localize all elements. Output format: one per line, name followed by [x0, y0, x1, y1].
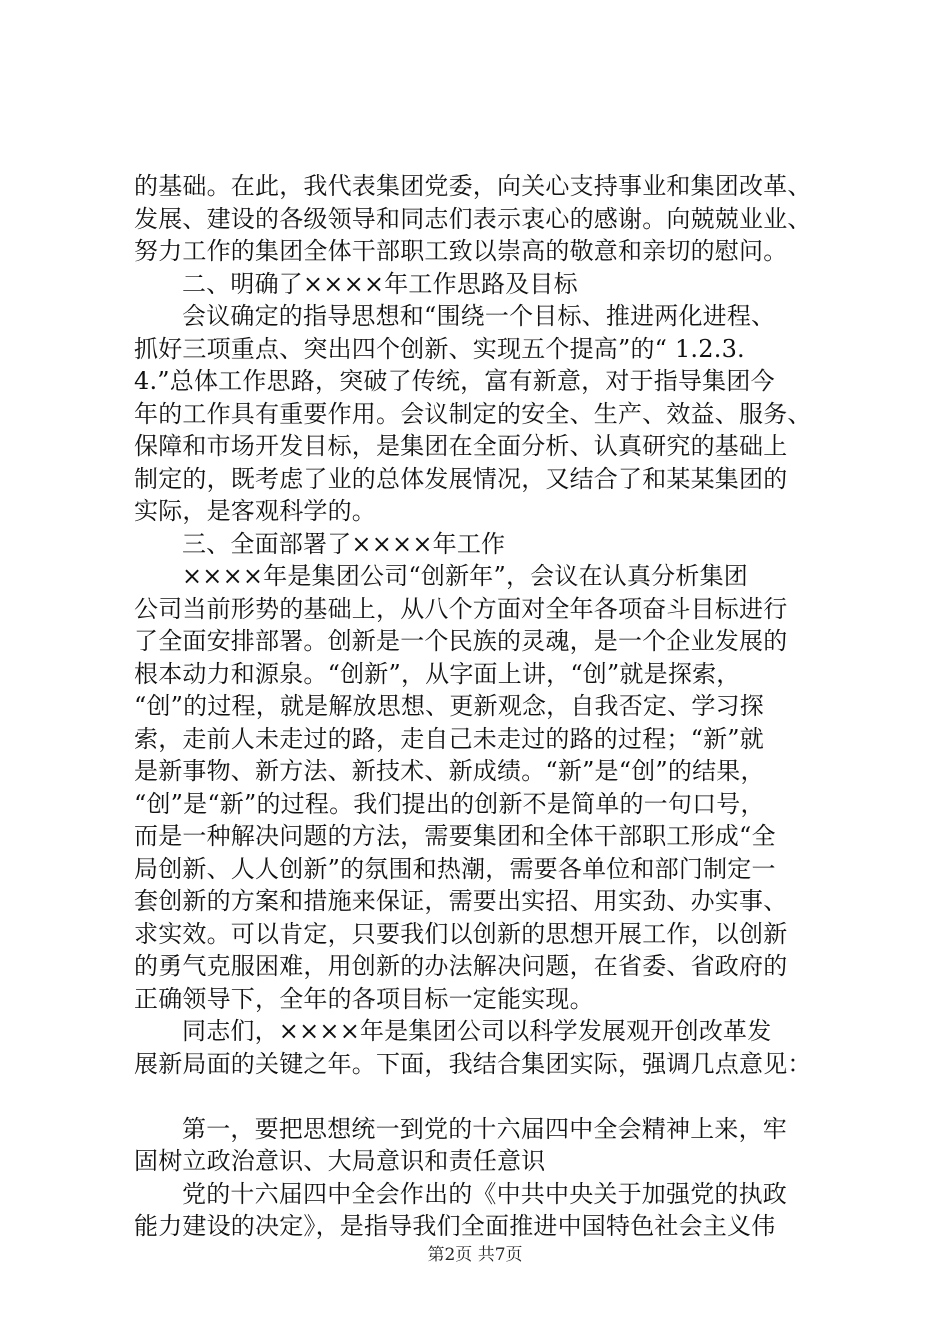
text-line: 而是一种解决问题的方法，需要集团和全体干部职工形成“全	[134, 822, 776, 850]
text-line: 公司当前形势的基础上，从八个方面对全年各项奋斗目标进行	[134, 594, 788, 623]
text-line: 的基础。在此，我代表集团党委，向关心支持事业和集团改革、	[134, 172, 812, 200]
text-line: 抓好三项重点、突出四个创新、实现五个提高”的“ 1.2.3.	[134, 334, 745, 363]
document-body	[134, 170, 834, 1243]
text-line: 党的十六届四中全会作出的《中共中央关于加强党的执政	[182, 1179, 787, 1208]
section-heading: 三、全面部署了××××年工作	[182, 529, 506, 558]
text-line: 展新局面的关键之年。下面，我结合集团实际，强调几点意见：	[134, 1049, 812, 1078]
text-line: “创”是“新”的过程。我们提出的创新不是简单的一句口号，	[134, 789, 765, 818]
text-line: 制定的，既考虑了业的总体发展情况，又结合了和某某集团的	[134, 464, 788, 493]
page-number: 第2页 共7页	[427, 1245, 523, 1265]
text-line: 求实效。可以肯定，只要我们以创新的思想开展工作，以创新	[134, 919, 788, 948]
text-line: 了全面安排部署。创新是一个民族的灵魂，是一个企业发展的	[134, 627, 788, 655]
text-line: 发展、建设的各级领导和同志们表示衷心的感谢。向兢兢业业、	[134, 204, 812, 233]
text-line: 是新事物、新方法、新技术、新成绩。“新”是“创”的结果，	[134, 757, 765, 785]
text-line: 的勇气克服困难，用创新的办法解决问题，在省委、省政府的	[134, 952, 788, 980]
text-line: “创”的过程，就是解放思想、更新观念，自我否定、学习探	[134, 692, 764, 720]
text-line: 索，走前人未走过的路，走自己未走过的路的过程；“新”就	[134, 724, 764, 753]
text-line: 根本动力和源泉。“创新”，从字面上讲，“创”就是探索，	[134, 659, 741, 688]
text-line: 会议确定的指导思想和“围绕一个目标、推进两化进程、	[182, 302, 776, 330]
text-line: 努力工作的集团全体干部职工致以崇高的敬意和亲切的慰问。	[134, 237, 788, 265]
text-line: 实际，是客观科学的。	[134, 497, 376, 525]
paragraph-gap	[134, 1080, 834, 1113]
text-line: 套创新的方案和措施来保证，需要出实招、用实劲、办实事、	[134, 887, 788, 915]
text-line: 固树立政治意识、大局意识和责任意识	[134, 1147, 546, 1175]
text-line: 能力建设的决定》，是指导我们全面推进中国特色社会主义伟	[134, 1212, 776, 1240]
text-line: 正确领导下，全年的各项目标一定能实现。	[134, 984, 594, 1013]
text-line: 第一，要把思想统一到党的十六届四中全会精神上来，牢	[182, 1114, 787, 1143]
text-line: ××××年是集团公司“创新年”，会议在认真分析集团	[182, 562, 748, 590]
text-line: 保障和市场开发目标，是集团在全面分析、认真研究的基础上	[134, 432, 788, 460]
text-line: 年的工作具有重要作用。会议制定的安全、生产、效益、服务、	[134, 399, 812, 428]
text-line: 4.”总体工作思路，突破了传统，富有新意，对于指导集团今	[134, 367, 775, 395]
text-line: 同志们，××××年是集团公司以科学发展观开创改革发	[182, 1017, 772, 1045]
text-line: 局创新、人人创新”的氛围和热潮，需要各单位和部门制定一	[134, 854, 776, 883]
section-heading: 二、明确了××××年工作思路及目标	[182, 269, 578, 298]
